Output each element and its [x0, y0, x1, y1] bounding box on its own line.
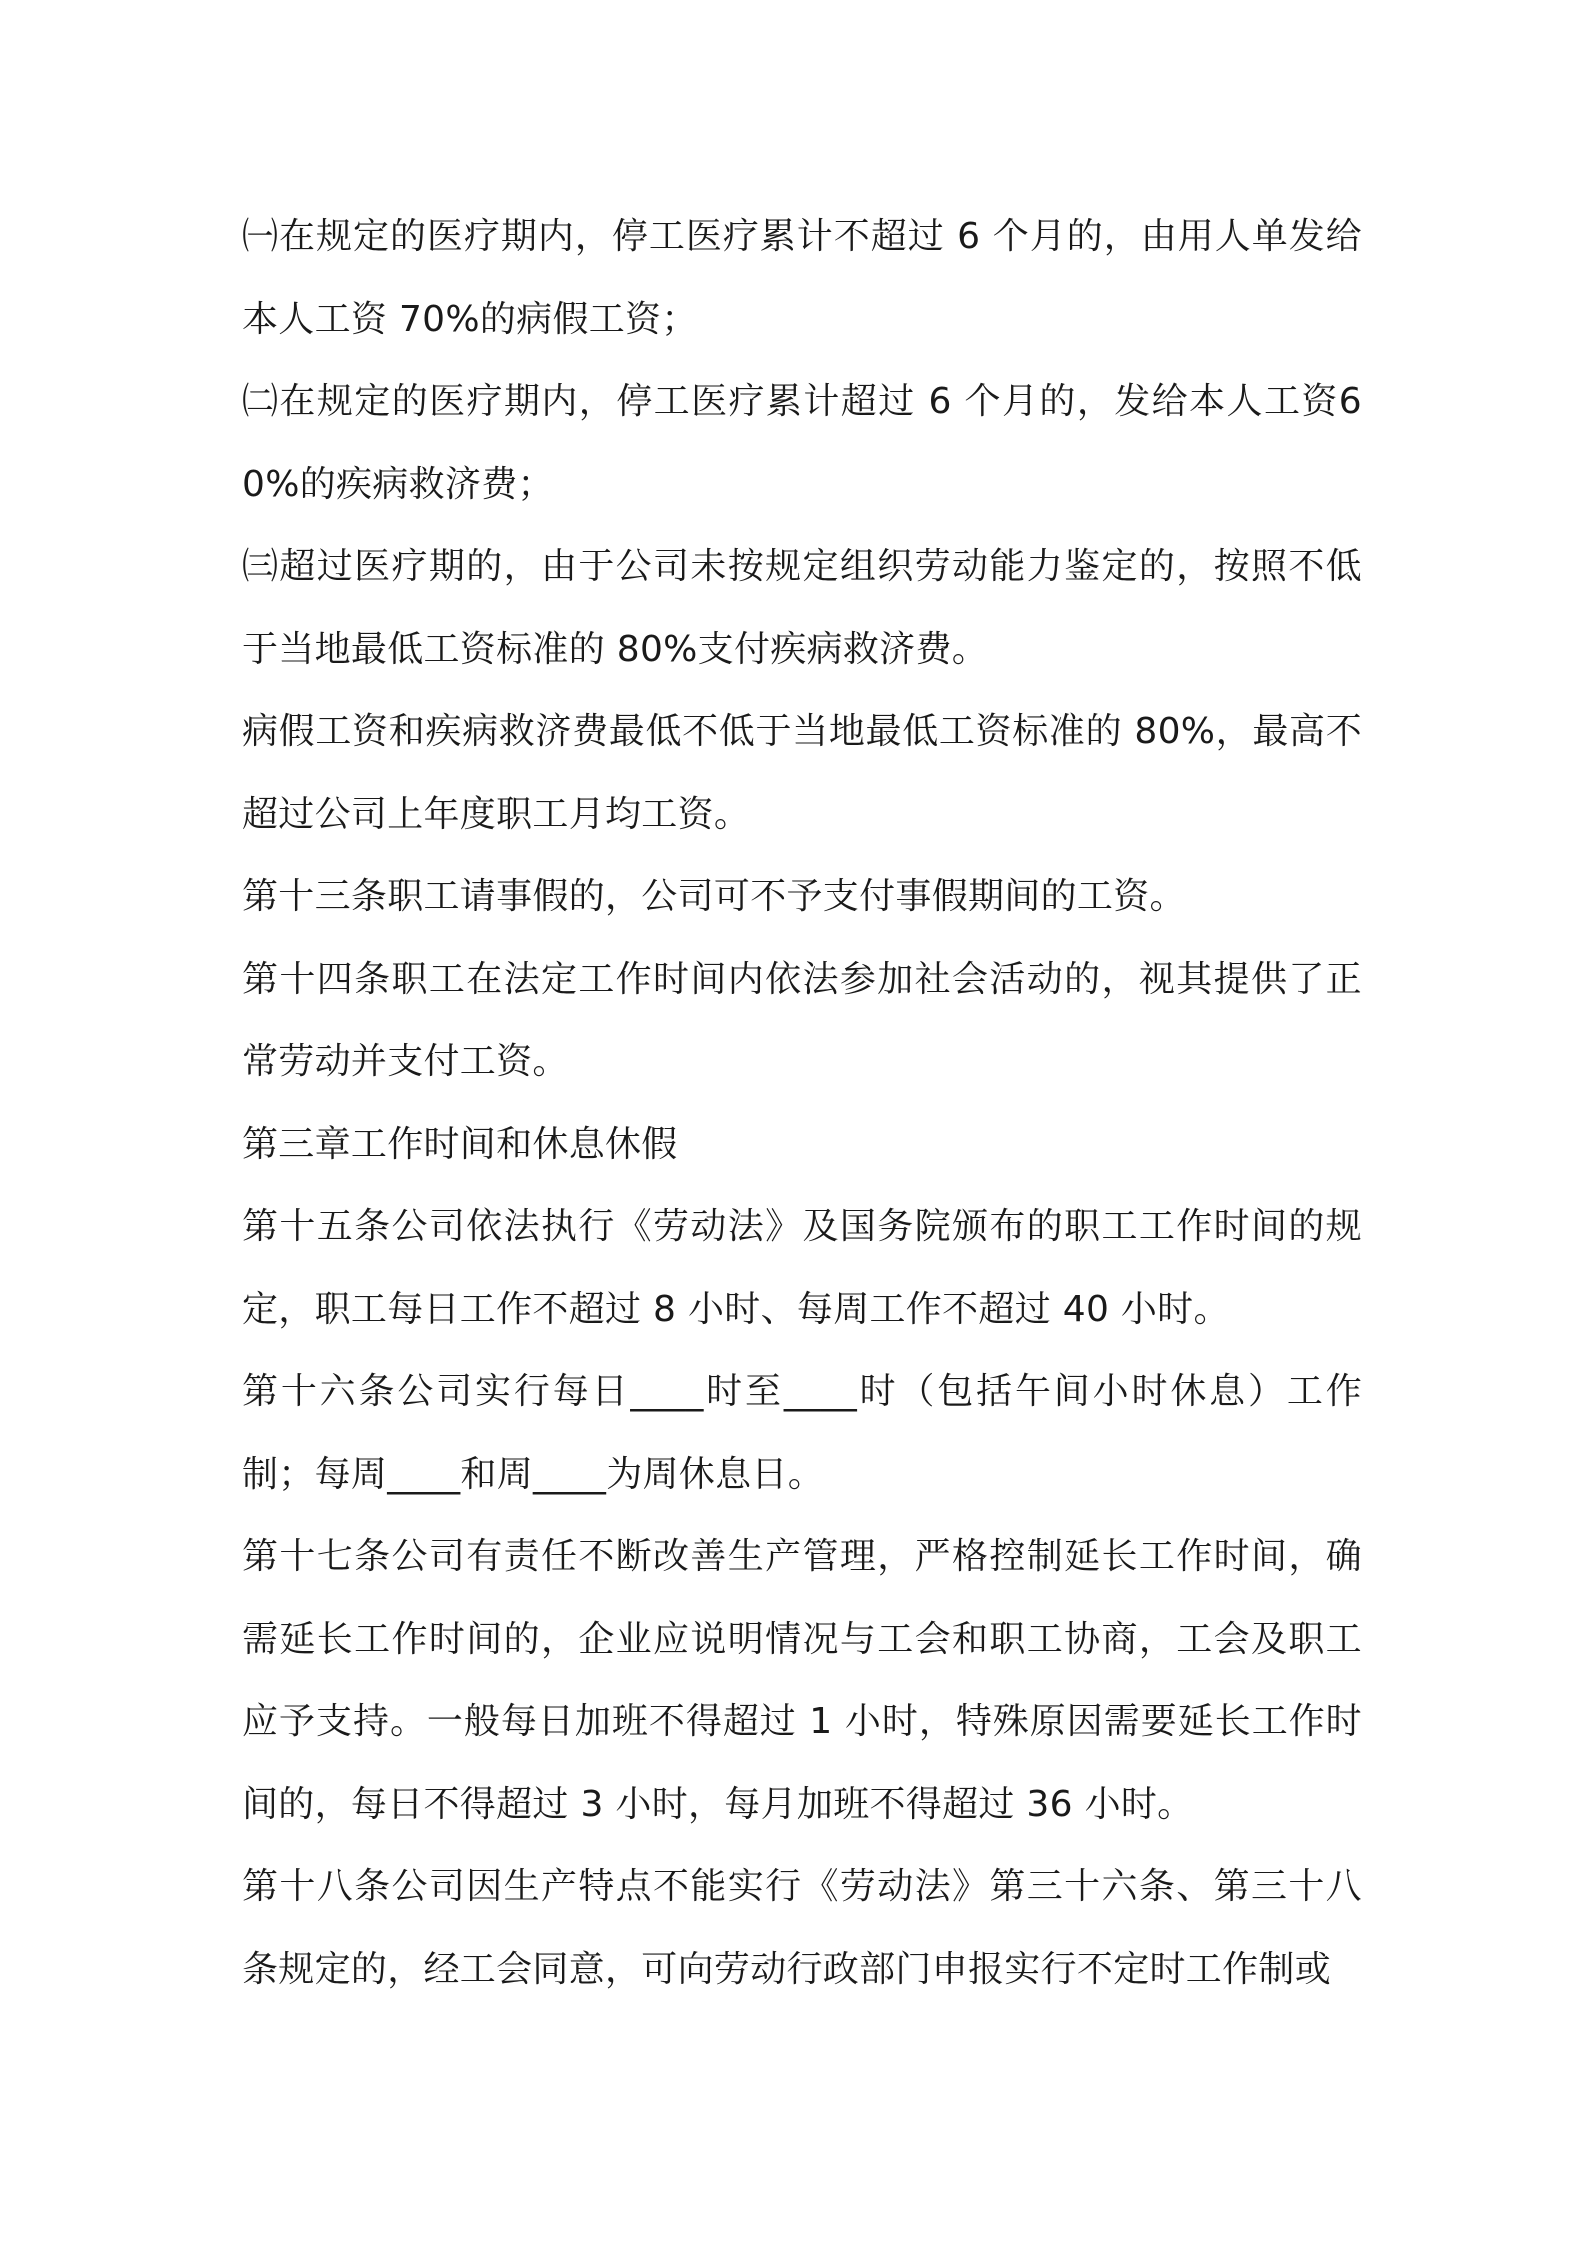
- paragraph-article-18: 第十八条公司因生产特点不能实行《劳动法》第三十六条、第三十八条规定的，经工会同意，可向劳动行政部门申报实行不定时工作制或: [242, 1866, 1362, 1990]
- paragraph-article-17: 第十七条公司有责任不断改善生产管理，严格控制延长工作时间，确需延长工作时间的，企业应说明情况与工会和职工协商，工会及职工应予支持。一般每日加班不得超过 1 小时，特殊原因需要延长工作时间的，每日不得超过 3 小时，每月加班不得超过 36 小时。: [242, 1536, 1362, 1825]
- paragraph-article-15: 第十五条公司依法执行《劳动法》及国务院颁布的职工工作时间的规定，职工每日工作不超过 8 小时、每周工作不超过 40 小时。: [242, 1206, 1362, 1330]
- paragraph-sick-leave-item-1: ㈠在规定的医疗期内，停工医疗累计不超过 6 个月的，由用人单发给本人工资 70%的病假工资；: [242, 216, 1362, 340]
- paragraph-sick-leave-item-2: ㈡在规定的医疗期内，停工医疗累计超过 6 个月的，发给本人工资60%的疾病救济费；: [242, 381, 1362, 505]
- paragraph-sick-pay-limits: 病假工资和疾病救济费最低不低于当地最低工资标准的 80%，最高不超过公司上年度职工月均工资。: [242, 711, 1362, 835]
- paragraph-article-13: 第十三条职工请事假的，公司可不予支付事假期间的工资。: [242, 876, 1186, 917]
- chapter-3-heading: 第三章工作时间和休息休假: [242, 1123, 678, 1165]
- paragraph-article-14: 第十四条职工在法定工作时间内依法参加社会活动的，视其提供了正常劳动并支付工资。: [242, 958, 1362, 1082]
- document-body: [242, 196, 1362, 2011]
- paragraph-article-16: 第十六条公司实行每日____时至____时（包括午间小时休息）工作制；每周____和周____为周休息日。: [242, 1371, 1362, 1495]
- paragraph-sick-leave-item-3: ㈢超过医疗期的，由于公司未按规定组织劳动能力鉴定的，按照不低于当地最低工资标准的 80%支付疾病救济费。: [242, 546, 1362, 670]
